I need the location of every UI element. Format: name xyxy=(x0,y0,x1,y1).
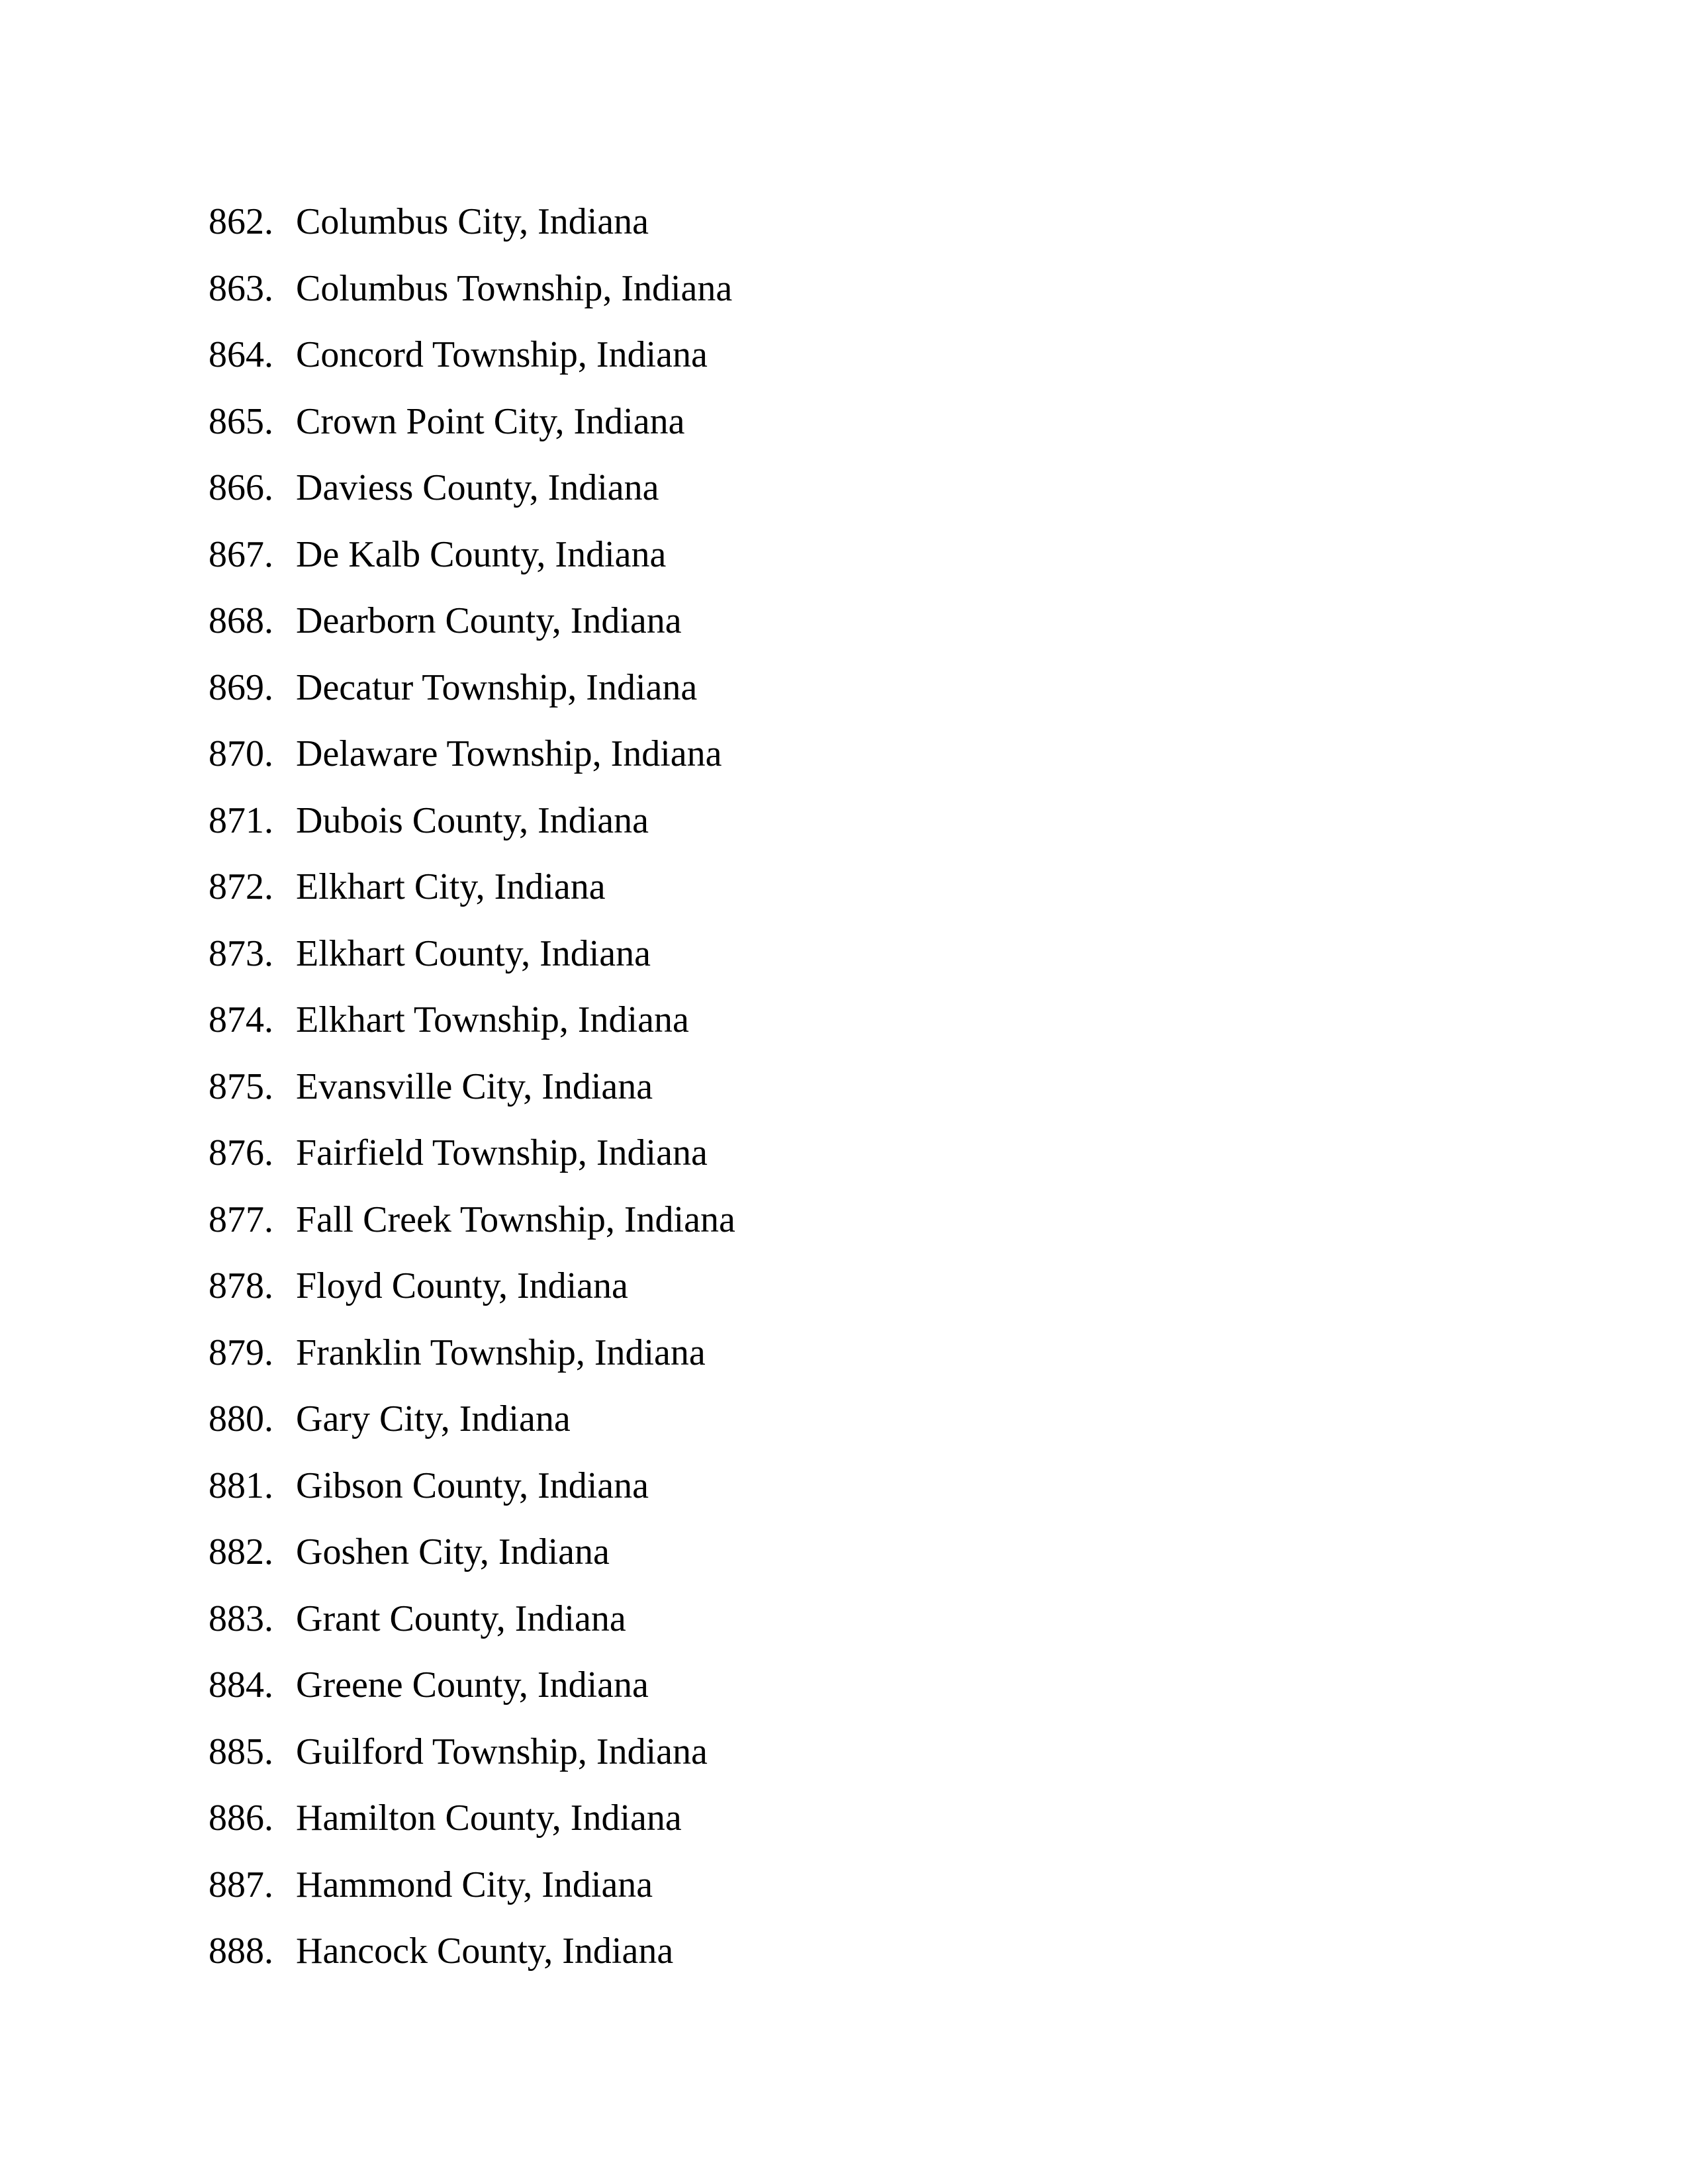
list-item-number: 882. xyxy=(209,1531,273,1572)
list-item xyxy=(209,1592,735,1659)
list-item-number: 870. xyxy=(209,733,273,774)
list-item-number: 881. xyxy=(209,1465,273,1506)
list-item-label: Fall Creek Township, Indiana xyxy=(296,1199,735,1240)
list-item-number: 873. xyxy=(209,933,273,974)
list-item-label: Gibson County, Indiana xyxy=(296,1465,649,1506)
list-item xyxy=(209,1525,735,1592)
list-item-label: Fairfield Township, Indiana xyxy=(296,1132,708,1173)
list-item-label: Floyd County, Indiana xyxy=(296,1265,628,1306)
list-item-number: 868. xyxy=(209,600,273,641)
list-item-number: 866. xyxy=(209,467,273,508)
list-item-label: Hancock County, Indiana xyxy=(296,1931,674,1972)
list-item-number: 883. xyxy=(209,1598,273,1639)
list-item xyxy=(209,860,735,927)
list-item-label: Concord Township, Indiana xyxy=(296,334,708,375)
list-item-label: Decatur Township, Indiana xyxy=(296,666,698,708)
list-item-number: 872. xyxy=(209,866,273,907)
numbered-list xyxy=(209,195,735,1991)
list-item-label: De Kalb County, Indiana xyxy=(296,533,667,575)
list-item-number: 878. xyxy=(209,1265,273,1306)
list-item-number: 887. xyxy=(209,1864,273,1905)
list-item xyxy=(209,195,735,262)
list-item-label: Elkhart County, Indiana xyxy=(296,933,651,974)
list-item-number: 862. xyxy=(209,201,273,242)
list-item xyxy=(209,727,735,794)
list-item-number: 864. xyxy=(209,334,273,375)
list-item-label: Columbus City, Indiana xyxy=(296,201,649,242)
list-item xyxy=(209,594,735,661)
list-item xyxy=(209,1858,735,1925)
list-item-label: Dubois County, Indiana xyxy=(296,799,649,841)
list-item xyxy=(209,927,735,994)
list-item-label: Grant County, Indiana xyxy=(296,1598,626,1639)
list-item xyxy=(209,1326,735,1393)
list-item xyxy=(209,528,735,595)
list-item xyxy=(209,1659,735,1725)
list-item xyxy=(209,794,735,861)
list-item-label: Elkhart City, Indiana xyxy=(296,866,606,907)
list-item-number: 869. xyxy=(209,666,273,708)
list-item xyxy=(209,1459,735,1526)
list-item-number: 874. xyxy=(209,999,273,1040)
list-item xyxy=(209,262,735,329)
list-item-number: 865. xyxy=(209,400,273,442)
list-item-number: 875. xyxy=(209,1066,273,1107)
list-item-label: Greene County, Indiana xyxy=(296,1664,649,1706)
list-item xyxy=(209,461,735,528)
list-item-label: Elkhart Township, Indiana xyxy=(296,999,689,1040)
list-item xyxy=(209,1792,735,1858)
list-item-label: Dearborn County, Indiana xyxy=(296,600,682,641)
list-item-label: Crown Point City, Indiana xyxy=(296,400,685,442)
list-item-label: Hammond City, Indiana xyxy=(296,1864,653,1905)
list-item-number: 876. xyxy=(209,1132,273,1173)
list-item-label: Gary City, Indiana xyxy=(296,1398,571,1439)
list-item-number: 888. xyxy=(209,1931,273,1972)
list-item xyxy=(209,1259,735,1326)
list-item-number: 871. xyxy=(209,799,273,841)
list-item xyxy=(209,1060,735,1127)
list-item xyxy=(209,395,735,462)
list-item-number: 879. xyxy=(209,1332,273,1373)
list-item xyxy=(209,1126,735,1193)
list-item-number: 880. xyxy=(209,1398,273,1439)
list-item-label: Hamilton County, Indiana xyxy=(296,1797,682,1839)
list-item-label: Daviess County, Indiana xyxy=(296,467,659,508)
list-item-label: Guilford Township, Indiana xyxy=(296,1731,708,1772)
list-item xyxy=(209,661,735,728)
list-item-number: 867. xyxy=(209,533,273,575)
list-item-label: Goshen City, Indiana xyxy=(296,1531,610,1572)
list-item-label: Delaware Township, Indiana xyxy=(296,733,722,774)
list-item xyxy=(209,1925,735,1991)
list-item-number: 885. xyxy=(209,1731,273,1772)
list-item-number: 877. xyxy=(209,1199,273,1240)
list-item xyxy=(209,993,735,1060)
list-item xyxy=(209,1193,735,1260)
list-item xyxy=(209,328,735,395)
list-item xyxy=(209,1725,735,1792)
list-item xyxy=(209,1392,735,1459)
list-item-number: 884. xyxy=(209,1664,273,1706)
list-item-label: Evansville City, Indiana xyxy=(296,1066,653,1107)
list-item-number: 886. xyxy=(209,1797,273,1839)
list-item-label: Franklin Township, Indiana xyxy=(296,1332,706,1373)
list-item-label: Columbus Township, Indiana xyxy=(296,267,733,309)
list-item-number: 863. xyxy=(209,267,273,309)
